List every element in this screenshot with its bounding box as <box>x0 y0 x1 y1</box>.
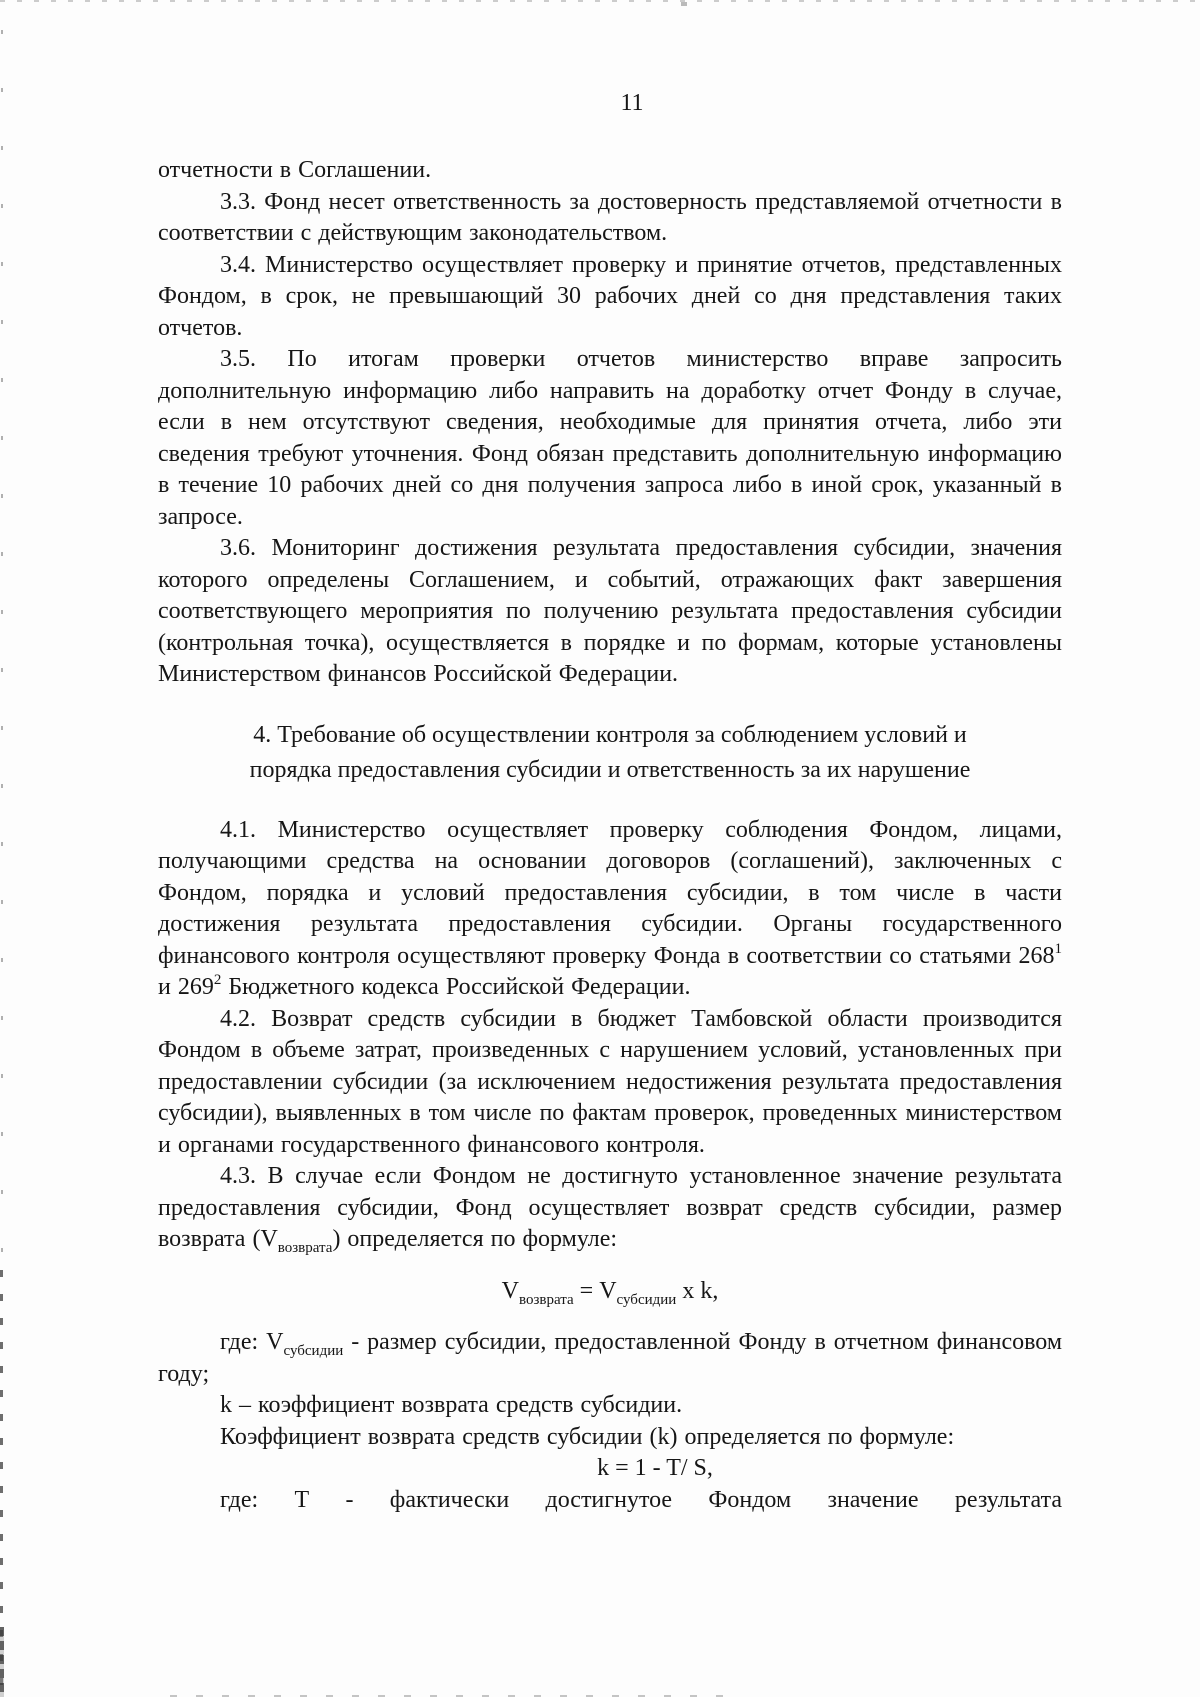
section-4-heading: 4. Требование об осуществлении контроля за соблюдением условий и порядка предоставления субсидии и ответственность за их нарушение <box>249 721 971 783</box>
paragraph-4-1-text: и 269 <box>158 974 214 1000</box>
superscript-article-268: 1 <box>1054 940 1062 957</box>
paragraph-continuation: отчетности в Соглашении. <box>158 157 432 183</box>
paragraph-k-formula-intro: Коэффициент возврата средств субсидии (k) определяется по формуле: <box>220 1423 955 1450</box>
paragraph-where-v-text: - размер субсидии, предоставленной Фонду в отчетном финансовом году; <box>158 1329 1063 1387</box>
scan-artifact-top-edge <box>0 0 1200 2</box>
subscript-vozvrata: возврата <box>277 1240 333 1256</box>
formula-v-return-text: = V <box>573 1277 617 1304</box>
page-number: 11 <box>620 90 644 116</box>
document-body <box>0 155 1200 1516</box>
scan-artifact-left-bottom-block <box>0 1627 4 1697</box>
formula-k-coefficient: k = 1 - T/ S, <box>597 1455 713 1481</box>
paragraph-where-t: где: Т - фактически достигнутое Фондом значение результата <box>220 1486 1062 1513</box>
paragraph-where-v-subsidii <box>158 1327 1062 1390</box>
paragraph-4-2: 4.2. Возврат средств субсидии в бюджет Тамбовской области производится Фондом в объеме затрат, произведенных с нарушением условий, установленных при предоставлении субсидии (за исключением недостижения результата предоставления субсидии), выявленных в том числе по фактам проверок, проведенных министерством и органами государственного финансового контроля. <box>158 1005 1062 1158</box>
subscript-vozvrata: возврата <box>519 1291 574 1308</box>
paragraph-3-5: 3.5. По итогам проверки отчетов министерство вправе запросить дополнительную информацию либо направить на доработку отчет Фонду в случае, если в нем отсутствуют сведения, необходимые для принятия отчета, либо эти сведения требуют уточнения. Фонд обязан представить дополнительную информацию в течение 10 рабочих дней со дня получения запроса либо в иной срок, указанный в запросе. <box>158 346 1062 530</box>
paragraph-4-1-text: 4.1. Министерство осуществляет проверку соблюдения Фондом, лицами, получающими средства на основании договоров (соглашений), заключенных с Фондом, порядка и условий предоставления субсидии, в том числе в части достижения результата предоставления субсидии. Органы государственного финансового контроля осуществляют проверку Фонда в соответствии со статьями 268 <box>158 816 1062 969</box>
formula-v-return-text: x k, <box>676 1277 719 1304</box>
paragraph-4-3 <box>158 1161 1062 1256</box>
formula-v-return-text: V <box>501 1277 520 1304</box>
paragraph-4-1-text: Бюджетного кодекса Российской Федерации. <box>221 974 691 1000</box>
paragraph-where-v-text: где: V <box>220 1329 284 1355</box>
paragraph-3-4: 3.4. Министерство осуществляет проверку и принятие отчетов, представленных Фондом, в срок, не превышающий 30 рабочих дней со дня представления таких отчетов. <box>158 251 1062 341</box>
subscript-subsidii: субсидии <box>283 1343 344 1359</box>
paragraph-k-definition: k – коэффициент возврата средств субсидии. <box>220 1392 683 1418</box>
paragraph-4-3-text: 4.3. В случае если Фондом не достигнуто установленное значение результата предоставления субсидии, Фонд осуществляет возврат средств субсидии, размер возврата (V <box>158 1163 1062 1252</box>
subscript-subsidii: субсидии <box>616 1291 677 1308</box>
superscript-article-269: 2 <box>213 972 222 988</box>
scan-artifact-speck <box>681 2 687 6</box>
paragraph-4-3-text: ) определяется по формуле: <box>332 1226 618 1252</box>
formula-v-return <box>158 1276 1062 1308</box>
paragraph-3-3: 3.3. Фонд несет ответственность за достоверность представляемой отчетности в соответствии с действующим законодательством. <box>158 188 1062 246</box>
paragraph-4-1 <box>158 815 1062 1004</box>
paragraph-3-6: 3.6. Мониторинг достижения результата предоставления субсидии, значения которого определены Соглашением, и событий, отражающих факт завершения соответствующего мероприятия по получению результата предоставления субсидии (контрольная точка), осуществляется в порядке и по формам, которые установлены Министерством финансов Российской Федерации. <box>158 535 1062 687</box>
